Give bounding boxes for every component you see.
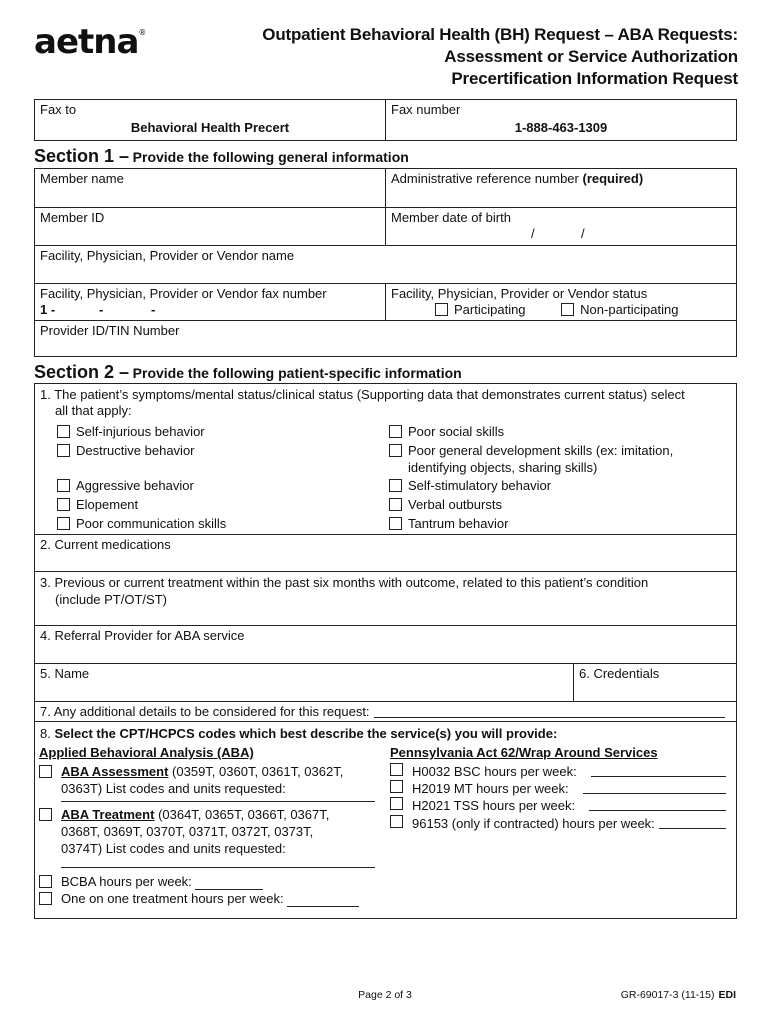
section-2-heading: Section 2 – Provide the following patient-specific information — [34, 362, 462, 382]
symptom-self-stimulatory[interactable]: Self-stimulatory behavior — [389, 478, 551, 494]
page-number: Page 2 of 3 — [358, 989, 412, 1001]
pa-96153-option[interactable]: 96153 (only if contracted) hours per week: — [390, 815, 726, 832]
admin-ref-field[interactable]: Administrative reference number (required) — [385, 169, 736, 207]
member-dob-field[interactable]: Member date of birth / / — [385, 208, 736, 245]
member-name-field[interactable]: Member name — [40, 171, 124, 186]
symptom-poor-development[interactable]: Poor general development skills (ex: imitation, — [389, 443, 673, 459]
aetna-logo: aetna® — [34, 22, 146, 62]
symptom-poor-social[interactable]: Poor social skills — [389, 424, 504, 440]
one-on-one-hours-option[interactable]: One on one treatment hours per week: — [39, 890, 359, 907]
credentials-field[interactable]: 6. Credentials — [573, 664, 736, 701]
title-line-2: Assessment or Service Authorization — [444, 47, 738, 66]
facility-name-field[interactable]: Facility, Physician, Provider or Vendor name — [40, 248, 295, 263]
previous-treatment-field[interactable]: 3. Previous or current treatment within the past six months with outcome, related to this patient’s condition (include PT/OT/ST) — [40, 575, 649, 607]
aba-assessment-line[interactable] — [61, 794, 375, 802]
symptom-destructive[interactable]: Destructive behavior — [57, 443, 195, 459]
pa-h0032-option[interactable]: H0032 BSC hours per week: — [390, 763, 726, 780]
symptom-self-injurious[interactable]: Self-injurious behavior — [57, 424, 205, 440]
symptom-verbal-outbursts[interactable]: Verbal outbursts — [389, 497, 502, 513]
symptom-aggressive[interactable]: Aggressive behavior — [57, 478, 194, 494]
fax-box — [34, 99, 737, 141]
additional-details-field[interactable]: 7. Any additional details to be considered for this request: — [35, 702, 736, 721]
pa-h2021-option[interactable]: H2021 TSS hours per week: — [390, 797, 726, 814]
facility-status-field: Facility, Physician, Provider or Vendor status Participating Non-participating — [385, 284, 736, 320]
fax-to-value: Behavioral Health Precert — [130, 120, 290, 135]
cpt-codes-question: 8. Select the CPT/HCPCS codes which best describe the service(s) you will provide: Applied Behavioral Analysis (ABA) ABA Assessment (0359T, 0360T, 0361T, 0362T, 0363T) List codes and units requested: ABA Treatment (0364T, 0365T, 0366T, 0367T, 0368T, 0369T, 0370T, 0371T, 0372T, 0373T, 0374T) List codes and units requested: BCBA hours per week: One on one treatment hours per week: Pennsylvania Act 62/Wrap Around Services H0032 BSC hours per week: H2019 MT hours per week: H2021 TSS hours per week: 96153 (only if contracted) hours per week: — [35, 721, 736, 918]
symptom-elopement[interactable]: Elopement — [57, 497, 138, 513]
member-id-field[interactable]: Member ID — [40, 210, 105, 225]
provider-id-field[interactable]: Provider ID/TIN Number — [40, 323, 180, 338]
section-2-box — [34, 383, 737, 919]
current-medications-field[interactable]: 2. Current medications — [40, 537, 171, 552]
pa-h2019-option[interactable]: H2019 MT hours per week: — [390, 780, 726, 797]
bcba-hours-option[interactable]: BCBA hours per week: — [39, 873, 263, 890]
fax-to-cell[interactable]: Fax to Behavioral Health Precert — [35, 100, 385, 140]
aba-treatment-line[interactable] — [61, 854, 375, 868]
additional-details-line[interactable] — [374, 704, 725, 718]
pa-heading: Pennsylvania Act 62/Wrap Around Services — [390, 745, 658, 760]
fax-number-cell[interactable]: Fax number 1-888-463-1309 — [385, 100, 736, 140]
aba-heading: Applied Behavioral Analysis (ABA) — [39, 745, 254, 760]
facility-fax-field[interactable]: Facility, Physician, Provider or Vendor fax number 1 - - - — [40, 286, 327, 317]
provider-name-field[interactable]: 5. Name — [40, 666, 90, 681]
form-code: GR-69017-3 (11-15) EDI — [620, 989, 736, 1001]
non-participating-checkbox[interactable] — [561, 303, 574, 316]
aba-assessment-option[interactable]: ABA Assessment (0359T, 0360T, 0361T, 0362T, — [39, 763, 343, 780]
form-title — [262, 24, 738, 90]
symptom-tantrum[interactable]: Tantrum behavior — [389, 516, 508, 532]
symptoms-question: 1. The patient’s symptoms/mental status/clinical status (Supporting data that demonstrates current status) select all that apply: Self-injurious behavior Destructive behavior Aggressive behavior Elopement Poor communication skills Poor social skills Poor general development skills (ex: imitation, identifying objects, sharing skills) Self-stimulatory behavior Verbal outbursts Tantrum behavior — [40, 387, 685, 531]
symptom-poor-communication[interactable]: Poor communication skills — [57, 516, 226, 532]
title-line-3: Precertification Information Request — [451, 69, 738, 88]
participating-checkbox[interactable] — [435, 303, 448, 316]
title-line-1: Outpatient Behavioral Health (BH) Request – ABA Requests: — [262, 25, 738, 44]
aba-treatment-option[interactable]: ABA Treatment (0364T, 0365T, 0366T, 0367T, — [39, 806, 329, 823]
section-1-box — [34, 168, 737, 357]
fax-number-value: 1-888-463-1309 — [514, 120, 608, 135]
symptom-poor-development-cont: identifying objects, sharing skills) — [408, 460, 598, 475]
section-1-heading: Section 1 – Provide the following general information — [34, 146, 409, 166]
referral-provider-field[interactable]: 4. Referral Provider for ABA service — [40, 628, 245, 643]
